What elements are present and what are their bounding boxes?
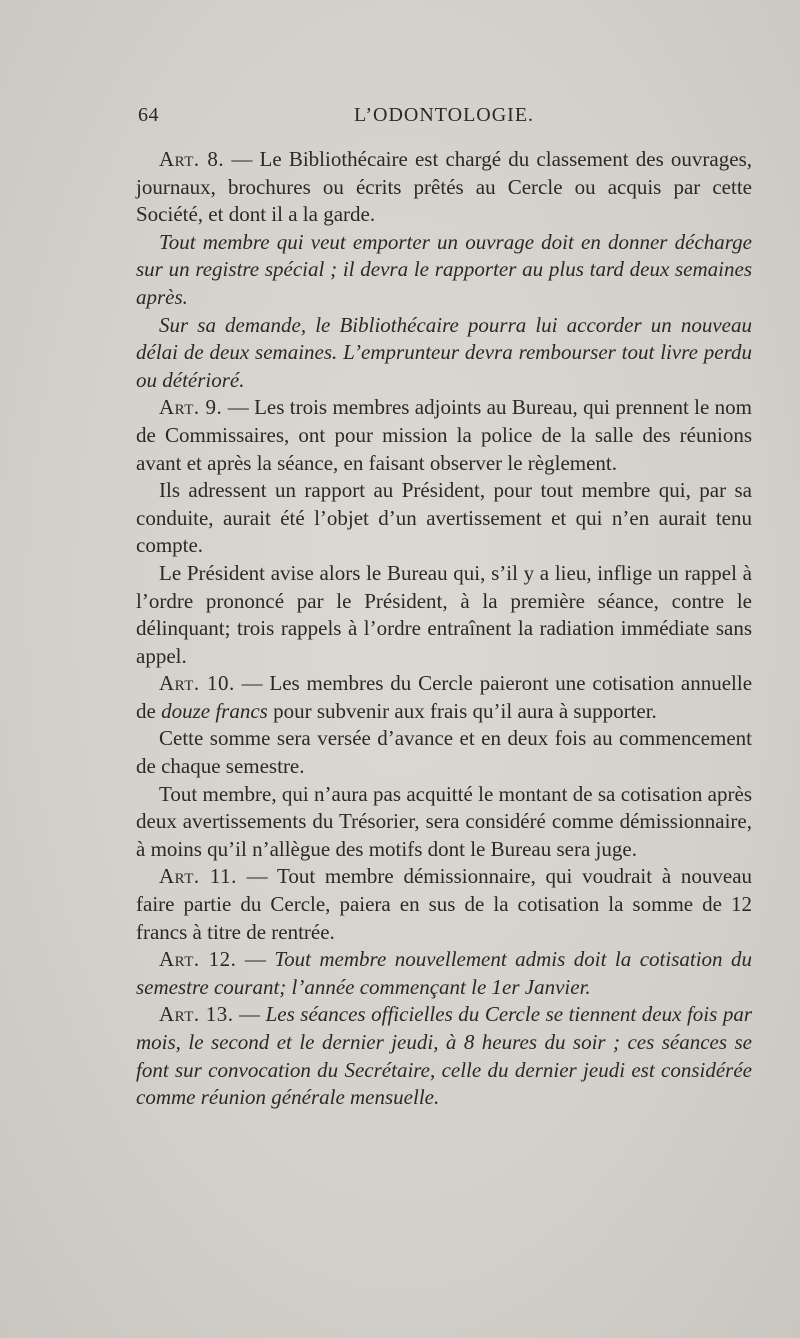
article-12-paragraph (136, 946, 752, 1001)
article-11-paragraph (136, 863, 752, 946)
article-10-paragraph (136, 670, 752, 725)
article-label: Art. 9. (159, 395, 223, 420)
paragraph-text: Les trois membres adjoints au Bureau, qui prennent le nom de Commissaires, ont pour mission la police de la salle des réunions avant et après la séance, en faisant observer le règlement. (136, 395, 753, 475)
paragraph-text: Ils adressent un rapport au Président, pour tout membre qui, par sa conduite, aurait été l’objet d’un avertissement et qui n’en aurait tenu compte. (136, 478, 752, 558)
article-9-paragraph (136, 394, 752, 477)
paragraph-text: Tout membre, qui n’aura pas acquitté le montant de sa cotisation après deux avertissements du Trésorier, sera considéré comme démissionnaire, à moins qu’il n’allègue des motifs dont le Bureau sera juge. (136, 781, 752, 861)
paragraph-text: Tout membre nouvellement admis doit la cotisation du semestre courant; l’année commençant le 1er Janvier. (136, 947, 753, 999)
article-label: Art. 10. (159, 671, 235, 696)
paragraph-text: Sur sa demande, le Bibliothécaire pourra lui accorder un nouveau délai de deux semaines. L’emprunteur devra rembourser tout livre perdu ou détérioré. (136, 312, 752, 392)
president-paragraph (136, 560, 752, 670)
dash: — (244, 947, 266, 972)
article-label: Art. 8. (159, 147, 225, 171)
paragraph-text: Le Président avise alors le Bureau qui, s’il y a lieu, inflige un rappel à l’ordre prononcé par le Président, à la première séance, contre le délinquant; trois rappels à l’ordre entraînent la radiation immédiate sans appel. (136, 560, 752, 668)
paragraph-text: Le Bibliothécaire est chargé du classement des ouvrages, journaux, brochures ou écrits prêtés au Cercle ou acquis par cette Société, et dont il a la garde. (136, 147, 752, 227)
report-paragraph (136, 477, 752, 560)
paragraph-text: Tout membre démissionnaire, qui voudrait à nouveau faire partie du Cercle, paiera en sus de la cotisation la somme de 12 francs à titre de rentrée. (136, 864, 753, 944)
paragraph-text: Cette somme sera versée d’avance et en deux fois au commencement de chaque semestre. (136, 726, 752, 779)
paragraph-text: Les séances officielles du Cercle se tiennent deux fois par mois, le second et le dernier jeudi, à 8 heures du soir ; ces séances se font sur convocation du Secrétaire, celle du dernier jeudi est considérée comme réunion générale mensuelle. (136, 1002, 753, 1110)
dash: — (227, 395, 249, 420)
dash: — (241, 671, 263, 696)
resignation-paragraph (136, 781, 752, 864)
article-label: Art. 12. (159, 947, 237, 972)
borrowing-rule-paragraph (136, 229, 752, 312)
dash: — (246, 864, 268, 889)
article-8-paragraph (136, 146, 752, 229)
running-title: L’ODONTOLOGIE. (353, 104, 535, 126)
page-header (138, 100, 750, 132)
page-number: 64 (138, 104, 159, 126)
article-label: Art. 11. (159, 864, 237, 889)
dash: — (231, 147, 253, 171)
article-13-paragraph (136, 1001, 752, 1111)
paragraph-text: Les membres du Cercle paieront une cotisation annuelle de (136, 671, 753, 723)
extension-rule-paragraph (136, 312, 752, 395)
payment-paragraph (136, 725, 752, 780)
paragraph-text: Tout membre qui veut emporter un ouvrage doit en donner décharge sur un registre spécial ; il devra le rapporter au plus tard deux semaines après. (136, 229, 752, 309)
dash: — (239, 1002, 261, 1027)
article-label: Art. 13. (159, 1002, 234, 1027)
emphasized-text: douze francs (161, 698, 268, 723)
body-text (136, 146, 752, 1112)
paragraph-text: pour subvenir aux frais qu’il aura à supporter. (273, 698, 657, 723)
